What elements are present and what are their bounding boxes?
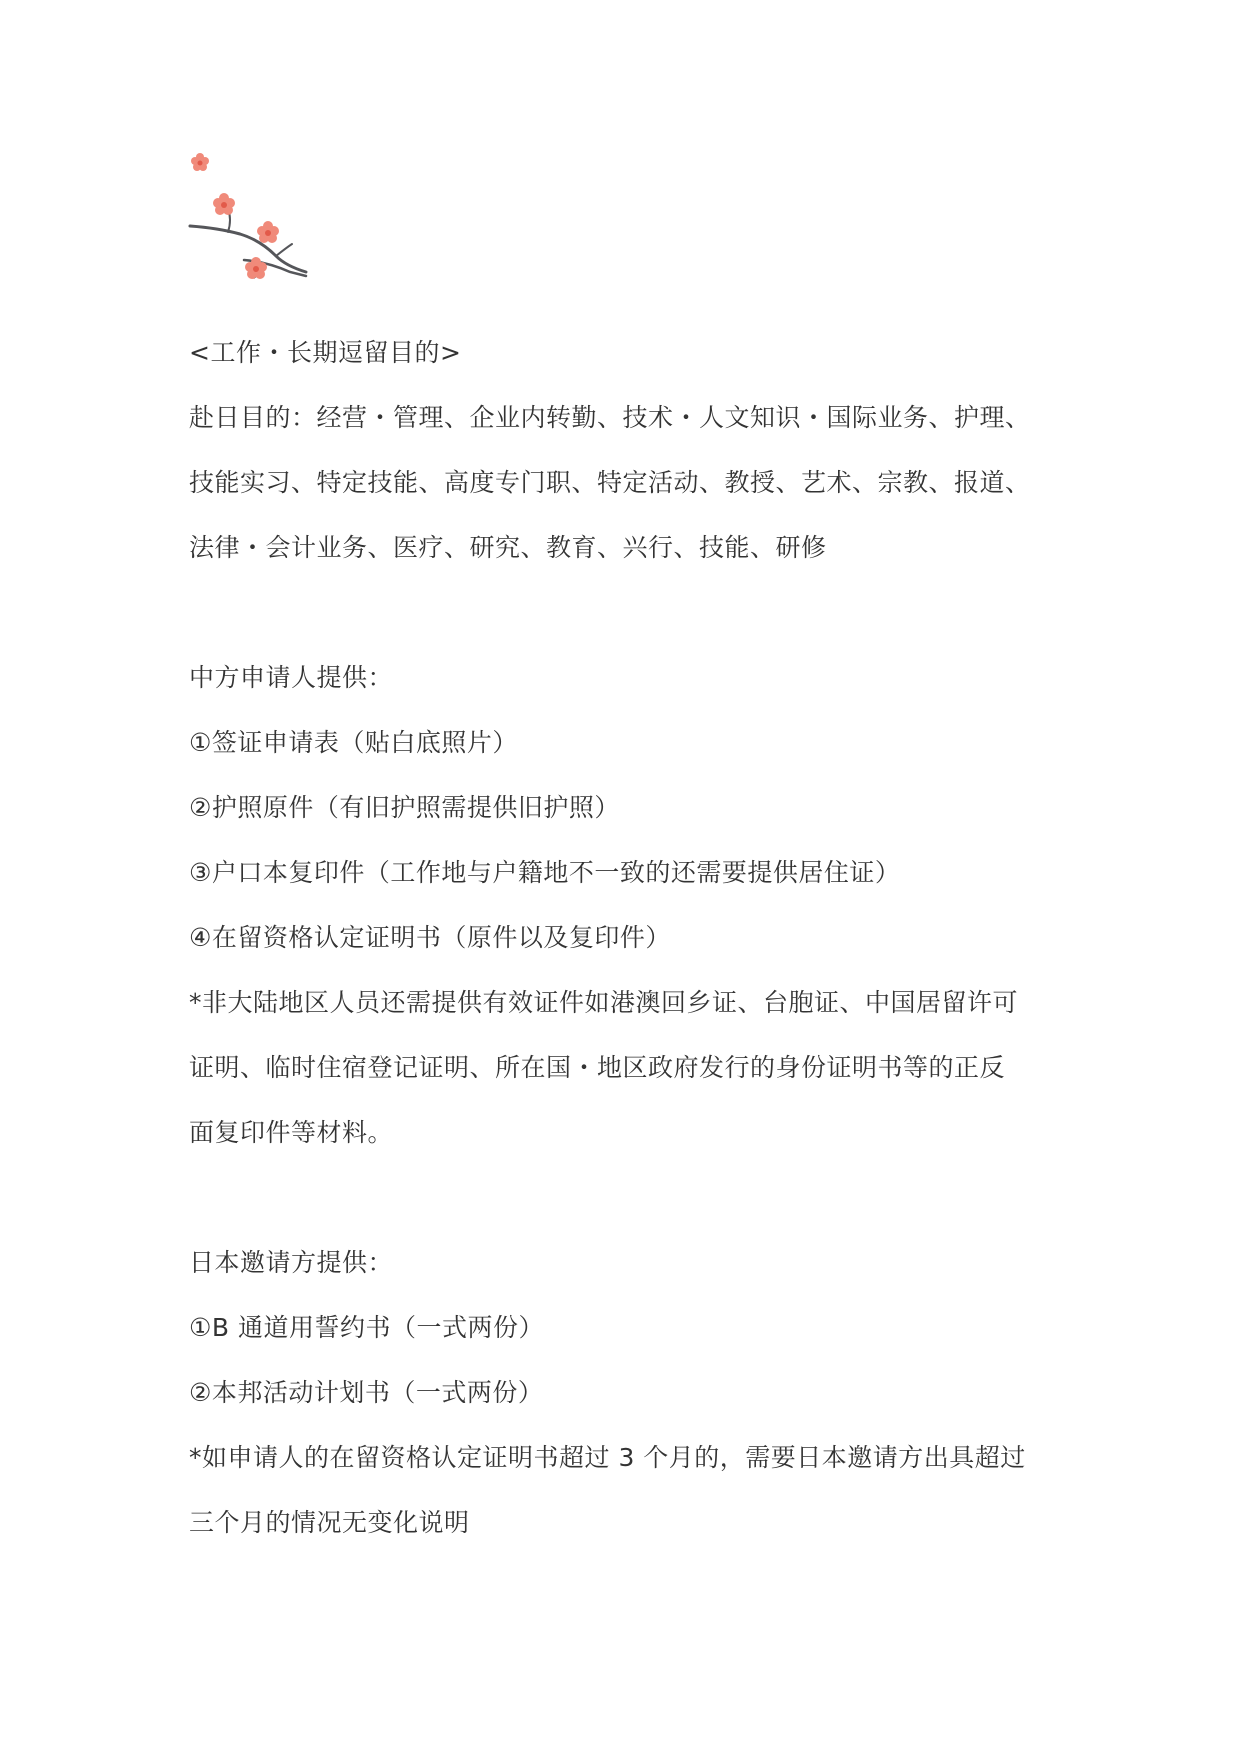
inviter-title: 日本邀请方提供：: [189, 1248, 394, 1277]
inviter-item: ②本邦活动计划书（一式两份）: [189, 1378, 544, 1407]
applicant-item: ④在留资格认定证明书（原件以及复印件）: [189, 923, 671, 952]
applicant-note-line: 面复印件等材料。: [189, 1118, 394, 1147]
section-heading: <工作・长期逗留目的>: [189, 338, 462, 367]
document-body: [189, 320, 1069, 1555]
purpose-line: 赴日目的：经营・管理、企业内转勤、技术・人文知识・国际业务、护理、: [189, 403, 1031, 432]
spacer: [189, 580, 1069, 645]
blossom-small: [191, 153, 209, 171]
applicant-item: ①签证申请表（贴白底照片）: [189, 728, 518, 757]
inviter-note-line: 三个月的情况无变化说明: [189, 1508, 470, 1537]
inviter-note-line: *如申请人的在留资格认定证明书超过 3 个月的，需要日本邀请方出具超过: [189, 1443, 1026, 1472]
purpose-line: 法律・会计业务、医疗、研究、教育、兴行、技能、研修: [189, 533, 827, 562]
applicant-note-line: 证明、临时住宿登记证明、所在国・地区政府发行的身份证明书等的正反: [189, 1053, 1006, 1082]
spacer: [189, 1165, 1069, 1230]
inviter-item: ①B 通道用誓约书（一式两份）: [189, 1313, 545, 1342]
applicant-note-line: *非大陆地区人员还需提供有效证件如港澳回乡证、台胞证、中国居留许可: [189, 988, 1019, 1017]
applicant-item: ②护照原件（有旧护照需提供旧护照）: [189, 793, 620, 822]
purpose-line: 技能实习、特定技能、高度专门职、特定活动、教授、艺术、宗教、报道、: [189, 468, 1031, 497]
plum-blossom-branch-icon: [188, 148, 318, 298]
applicant-item: ③户口本复印件（工作地与户籍地不一致的还需要提供居住证）: [189, 858, 901, 887]
applicant-title: 中方申请人提供：: [189, 663, 394, 692]
